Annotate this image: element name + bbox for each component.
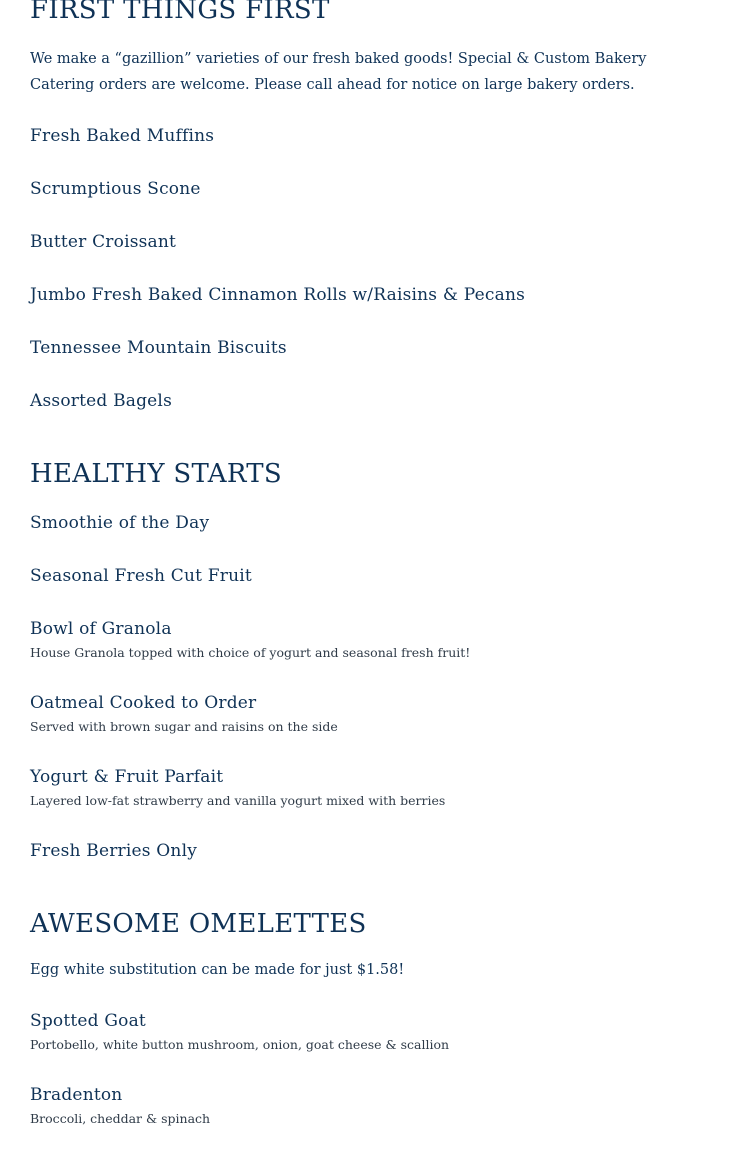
menu-item-description: Layered low-fat strawberry and vanilla yogurt mixed with berries <box>30 793 446 808</box>
menu-item <box>30 616 710 690</box>
menu-page <box>30 0 710 1156</box>
menu-item <box>30 229 710 282</box>
menu-item <box>30 563 710 616</box>
menu-item-description: House Granola topped with choice of yogurt and seasonal fresh fruit! <box>30 645 471 660</box>
menu-item-name: Tennessee Mountain Biscuits <box>30 338 287 358</box>
menu-item-list <box>30 123 710 441</box>
menu-item-name: Yogurt & Fruit Parfait <box>30 767 224 787</box>
menu-item-name: Spotted Goat <box>30 1011 146 1031</box>
section-title: AWESOME OMELETTES <box>30 909 367 939</box>
menu-item-name: Butter Croissant <box>30 232 177 252</box>
menu-item-name: Seasonal Fresh Cut Fruit <box>30 566 252 586</box>
menu-item <box>30 282 710 335</box>
section-title: FIRST THINGS FIRST <box>30 0 330 25</box>
menu-item <box>30 388 710 441</box>
menu-item-name: Bradenton <box>30 1085 123 1105</box>
section-healthy-starts <box>30 457 710 891</box>
menu-item <box>30 176 710 229</box>
menu-item-list <box>30 1008 710 1156</box>
menu-item <box>30 510 710 563</box>
menu-item-name: Oatmeal Cooked to Order <box>30 693 257 713</box>
section-awesome-omelettes <box>30 907 710 1156</box>
menu-item-name: Assorted Bagels <box>30 391 172 411</box>
menu-item <box>30 335 710 388</box>
menu-item-name: Bowl of Granola <box>30 619 172 639</box>
menu-item-description: Broccoli, cheddar & spinach <box>30 1111 211 1126</box>
menu-item-description: Portobello, white button mushroom, onion, goat cheese & scallion <box>30 1037 450 1052</box>
menu-item <box>30 690 710 764</box>
menu-item-name: Scrumptious Scone <box>30 179 201 199</box>
menu-item-name: Smoothie of the Day <box>30 513 210 533</box>
menu-item-description: Served with brown sugar and raisins on the side <box>30 719 338 734</box>
menu-item <box>30 764 710 838</box>
menu-item <box>30 1082 710 1156</box>
menu-item-name: Fresh Berries Only <box>30 841 198 861</box>
section-intro: Egg white substitution can be made for just $1.58! <box>30 962 405 978</box>
menu-item <box>30 1008 710 1082</box>
menu-item <box>30 838 710 891</box>
menu-item-name: Fresh Baked Muffins <box>30 126 215 146</box>
section-intro: We make a “gazillion” varieties of our fresh baked goods! Special & Custom Bakery Catering orders are welcome. Please call ahead for notice on large bakery orders. <box>30 51 647 93</box>
menu-item <box>30 123 710 176</box>
menu-item-name: Jumbo Fresh Baked Cinnamon Rolls w/Raisins & Pecans <box>30 285 526 305</box>
section-first-things-first <box>30 0 710 441</box>
section-title: HEALTHY STARTS <box>30 459 282 489</box>
menu-item-list <box>30 510 710 891</box>
